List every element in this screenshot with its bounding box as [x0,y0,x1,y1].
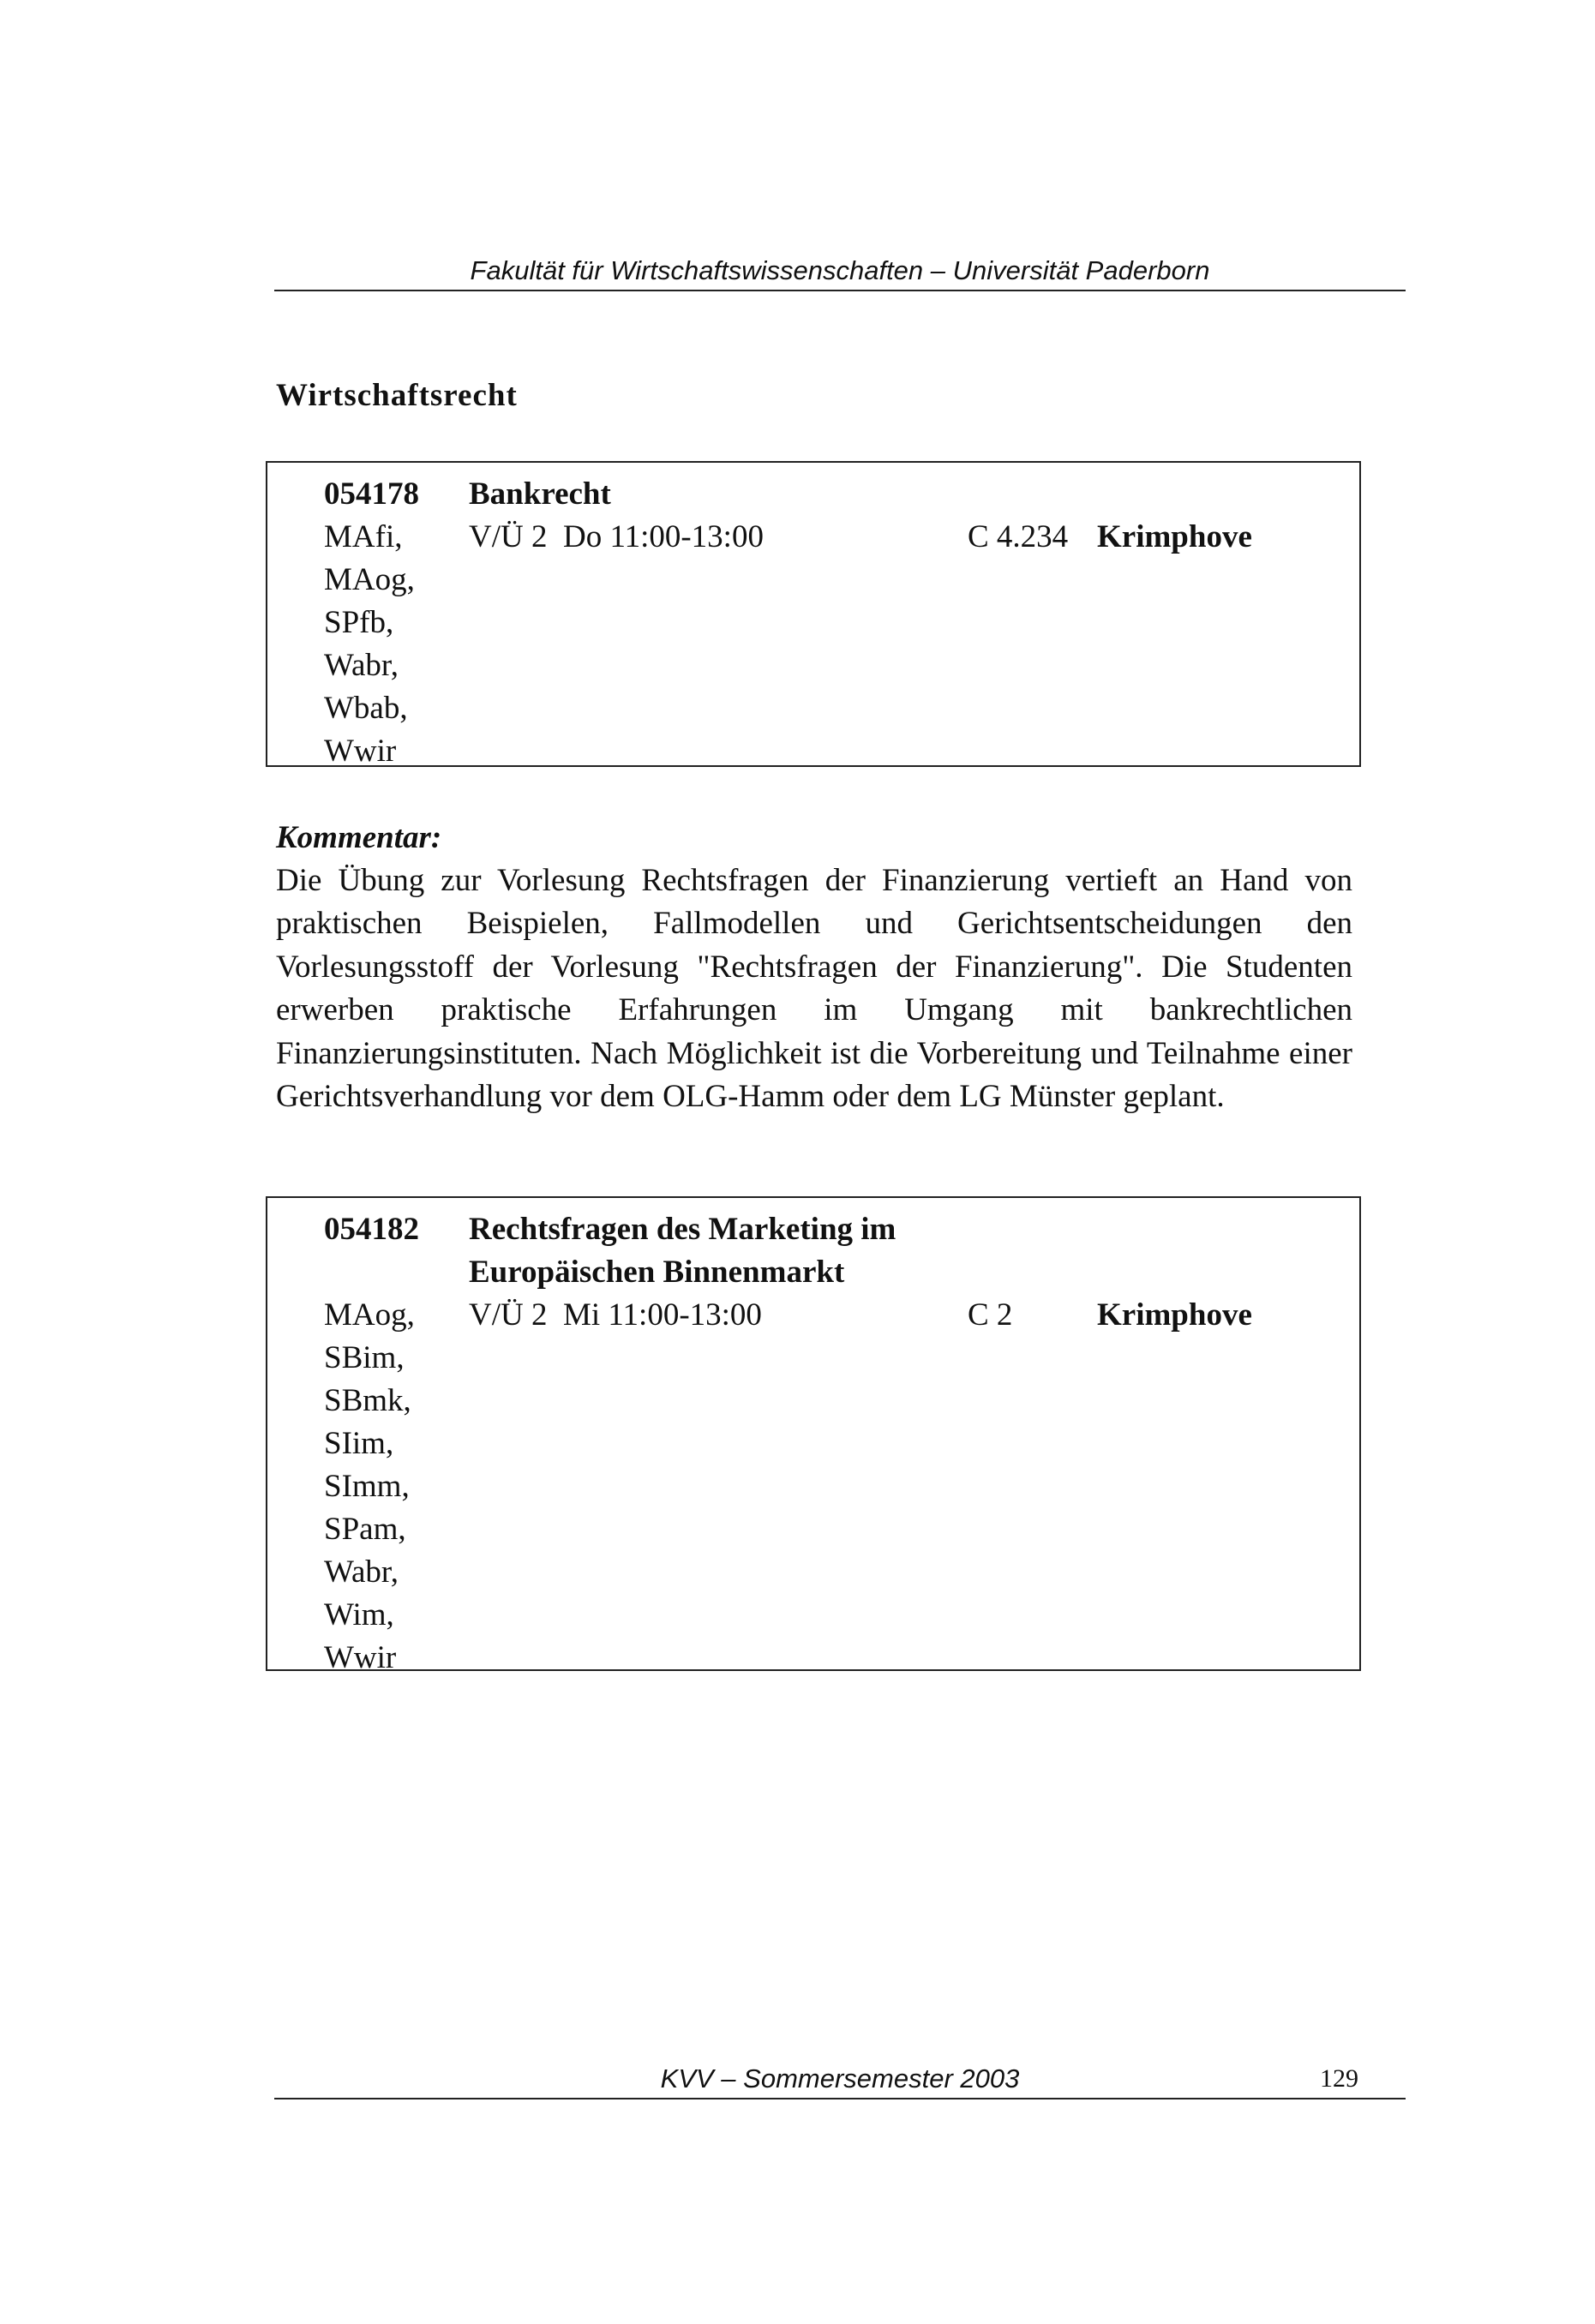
course-box-054182 [266,1196,1361,1675]
page-number: 129 [1320,2064,1358,2093]
program-code: MAog, [324,1297,415,1333]
course-lecturer: Krimphove [1097,519,1252,554]
course-number: 054178 [324,476,419,512]
course-schedule [469,1294,762,1337]
comment-label: Kommentar: [276,820,442,855]
program-code: Wabr, [324,648,399,683]
course-lecturer: Krimphove [1097,1297,1252,1333]
footer-label: KVV – Sommersemester 2003 [660,2063,1020,2093]
program-code: Wabr, [324,1554,399,1590]
program-code: MAog, [324,562,415,597]
program-code: SBmk, [324,1383,411,1418]
course-type-hours: V/Ü 2 [469,1297,548,1333]
course-room: C 2 [968,1297,1013,1333]
program-code: Wbab, [324,691,408,726]
section-title: Wirtschaftsrecht [276,378,518,413]
program-code: MAfi, [324,519,403,554]
course-programs [324,1294,415,1680]
program-code: SPfb, [324,605,394,640]
course-title-line-2: Europäischen Binnenmarkt [469,1255,845,1290]
program-code: Wwir [324,734,397,769]
course-number: 054182 [324,1212,419,1247]
course-programs [324,516,415,773]
course-room: C 4.234 [968,519,1069,554]
course-title: Bankrecht [469,476,611,512]
comment-text: Die Übung zur Vorlesung Rechtsfragen der Finanzierung vertieft an Hand von praktischen Beispielen, Fallmodellen und Gerichtsentscheidungen den Vorlesungsstoff der Vorlesung "Rechtsfragen der Finanzierung". Die Studenten erwerben praktische Erfahrungen im Umgang mit bankrechtlichen Finanzierungsinstituten. Nach Möglichkeit ist die Vorbereitung und Teilnahme einer Gerichtsverhandlung vor dem OLG-Hamm oder dem LG Münster geplant. [276,863,1352,1115]
course-box-054178 [266,461,1361,767]
program-code: Wwir [324,1640,397,1675]
course-title-line-1: Rechtsfragen des Marketing im [469,1212,896,1247]
program-code: SBim, [324,1340,405,1375]
program-code: SImm, [324,1469,410,1504]
page-footer [274,2062,1406,2099]
program-code: SPam, [324,1512,406,1547]
page-header: Fakultät für Wirtschaftswissenschaften – Universität Paderborn [274,254,1406,291]
program-code: SIim, [324,1426,394,1461]
course-type-hours: V/Ü 2 [469,519,548,554]
program-code: Wim, [324,1597,394,1632]
course-schedule [469,516,764,559]
course-time: Do 11:00-13:00 [562,519,764,554]
course-time: Mi 11:00-13:00 [562,1297,762,1333]
